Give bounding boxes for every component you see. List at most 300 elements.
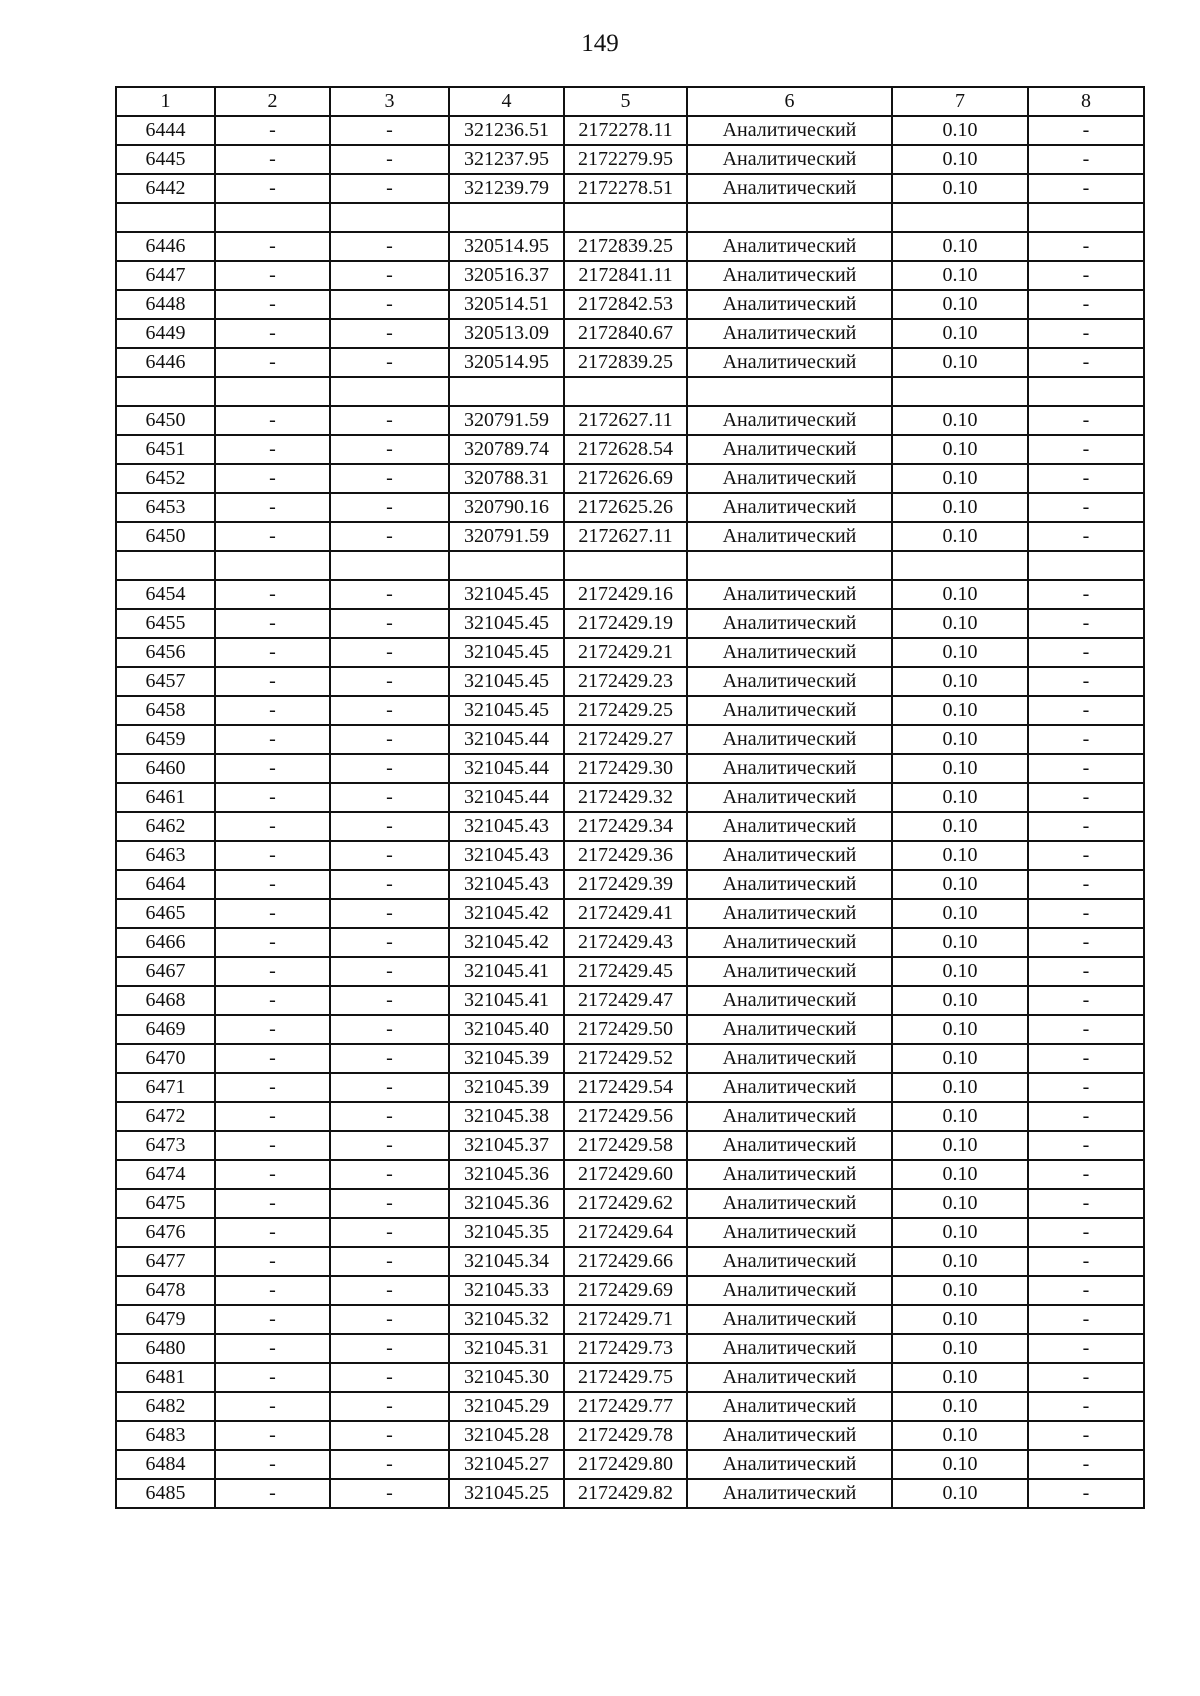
- table-cell: 6449: [116, 319, 215, 348]
- table-cell: -: [215, 261, 330, 290]
- table-cell: -: [330, 145, 449, 174]
- table-cell: -: [215, 1073, 330, 1102]
- table-cell: 0.10: [892, 783, 1028, 812]
- table-cell: 321045.42: [449, 928, 564, 957]
- table-cell: -: [1028, 1363, 1144, 1392]
- table-row: [116, 116, 1144, 145]
- table-cell: 2172429.77: [564, 1392, 687, 1421]
- table-row: [116, 1247, 1144, 1276]
- table-cell: 2172429.27: [564, 725, 687, 754]
- table-cell: 2172429.36: [564, 841, 687, 870]
- table-cell: -: [215, 1392, 330, 1421]
- table-cell: 321045.44: [449, 754, 564, 783]
- table-separator-row: [116, 203, 1144, 232]
- table-cell: 2172429.19: [564, 609, 687, 638]
- table-cell: Аналитический: [687, 1247, 892, 1276]
- table-cell: 0.10: [892, 232, 1028, 261]
- table-cell: -: [1028, 899, 1144, 928]
- table-cell: -: [215, 1131, 330, 1160]
- table-cell: 321045.33: [449, 1276, 564, 1305]
- table-cell: -: [1028, 609, 1144, 638]
- table-cell: 321045.45: [449, 580, 564, 609]
- table-cell: -: [215, 696, 330, 725]
- table-cell: -: [1028, 522, 1144, 551]
- table-cell: 6482: [116, 1392, 215, 1421]
- table-cell: 2172429.16: [564, 580, 687, 609]
- table-cell: -: [1028, 1450, 1144, 1479]
- table-cell: 6468: [116, 986, 215, 1015]
- table-cell: [116, 203, 215, 232]
- table-cell: [330, 203, 449, 232]
- table-cell: -: [1028, 812, 1144, 841]
- table-cell: -: [215, 1363, 330, 1392]
- table-cell: [116, 377, 215, 406]
- table-row: [116, 1363, 1144, 1392]
- table-cell: 2172429.69: [564, 1276, 687, 1305]
- table-cell: 321045.28: [449, 1421, 564, 1450]
- table-cell: 2172429.39: [564, 870, 687, 899]
- table-cell: -: [1028, 348, 1144, 377]
- table-cell: -: [1028, 667, 1144, 696]
- table-cell: -: [330, 812, 449, 841]
- table-cell: Аналитический: [687, 1421, 892, 1450]
- table-cell: [215, 203, 330, 232]
- table-cell: -: [330, 493, 449, 522]
- table-cell: 0.10: [892, 319, 1028, 348]
- table-cell: -: [330, 406, 449, 435]
- table-cell: 321045.41: [449, 986, 564, 1015]
- table-cell: 321045.39: [449, 1073, 564, 1102]
- table-cell: [449, 203, 564, 232]
- table-cell: -: [215, 232, 330, 261]
- table-cell: -: [330, 1450, 449, 1479]
- table-cell: -: [330, 1363, 449, 1392]
- table-cell: 6471: [116, 1073, 215, 1102]
- header-cell: 6: [687, 87, 892, 116]
- table-body: [116, 116, 1144, 1508]
- table-cell: -: [215, 116, 330, 145]
- table-cell: -: [215, 1102, 330, 1131]
- table-cell: 2172627.11: [564, 406, 687, 435]
- table-cell: Аналитический: [687, 406, 892, 435]
- table-cell: Аналитический: [687, 174, 892, 203]
- table-cell: -: [215, 1421, 330, 1450]
- table-cell: 321045.38: [449, 1102, 564, 1131]
- table-cell: 321045.29: [449, 1392, 564, 1421]
- table-cell: -: [330, 1189, 449, 1218]
- table-cell: 6447: [116, 261, 215, 290]
- table-cell: 0.10: [892, 348, 1028, 377]
- table-cell: -: [215, 957, 330, 986]
- table-cell: -: [330, 1479, 449, 1508]
- table-cell: 320514.95: [449, 348, 564, 377]
- table-cell: 2172429.25: [564, 696, 687, 725]
- table-cell: -: [1028, 1102, 1144, 1131]
- table-cell: 321045.42: [449, 899, 564, 928]
- table-cell: 6466: [116, 928, 215, 957]
- table-cell: 321239.79: [449, 174, 564, 203]
- table-cell: -: [1028, 1218, 1144, 1247]
- table-cell: 2172278.11: [564, 116, 687, 145]
- table-row: [116, 348, 1144, 377]
- table-cell: Аналитический: [687, 319, 892, 348]
- table-cell: -: [1028, 841, 1144, 870]
- table-cell: 2172429.54: [564, 1073, 687, 1102]
- table-cell: 321045.25: [449, 1479, 564, 1508]
- table-cell: -: [330, 1392, 449, 1421]
- header-cell: 7: [892, 87, 1028, 116]
- header-cell: 8: [1028, 87, 1144, 116]
- table-cell: -: [330, 580, 449, 609]
- table-cell: 2172429.73: [564, 1334, 687, 1363]
- table-cell: -: [330, 319, 449, 348]
- table-cell: Аналитический: [687, 638, 892, 667]
- table-cell: [449, 377, 564, 406]
- table-row: [116, 1305, 1144, 1334]
- table-cell: -: [1028, 1247, 1144, 1276]
- table-cell: Аналитический: [687, 928, 892, 957]
- table-cell: 2172429.52: [564, 1044, 687, 1073]
- table-cell: 6458: [116, 696, 215, 725]
- table-cell: 0.10: [892, 1276, 1028, 1305]
- table-cell: -: [1028, 290, 1144, 319]
- table-cell: -: [1028, 116, 1144, 145]
- table-cell: 2172429.66: [564, 1247, 687, 1276]
- table-cell: 6450: [116, 406, 215, 435]
- table-cell: 0.10: [892, 261, 1028, 290]
- table-cell: Аналитический: [687, 261, 892, 290]
- table-cell: Аналитический: [687, 609, 892, 638]
- table-cell: -: [1028, 725, 1144, 754]
- table-cell: 6469: [116, 1015, 215, 1044]
- table-cell: [564, 551, 687, 580]
- table-cell: -: [330, 1218, 449, 1247]
- table-cell: 6479: [116, 1305, 215, 1334]
- table-cell: [564, 203, 687, 232]
- header-cell: 2: [215, 87, 330, 116]
- table-cell: 2172842.53: [564, 290, 687, 319]
- table-cell: [892, 203, 1028, 232]
- table-cell: -: [330, 1305, 449, 1334]
- table-cell: -: [215, 870, 330, 899]
- table-cell: [330, 377, 449, 406]
- table-cell: [892, 377, 1028, 406]
- table-row: [116, 1160, 1144, 1189]
- table-cell: 0.10: [892, 1363, 1028, 1392]
- table-cell: Аналитический: [687, 783, 892, 812]
- table-cell: Аналитический: [687, 1276, 892, 1305]
- table-cell: -: [330, 1015, 449, 1044]
- table-cell: 0.10: [892, 1450, 1028, 1479]
- table-cell: Аналитический: [687, 580, 892, 609]
- table-cell: 6467: [116, 957, 215, 986]
- table-cell: -: [215, 493, 330, 522]
- table-cell: [116, 551, 215, 580]
- table-cell: -: [330, 1044, 449, 1073]
- table-cell: 6475: [116, 1189, 215, 1218]
- table-cell: 2172429.60: [564, 1160, 687, 1189]
- table-row: [116, 1479, 1144, 1508]
- table-cell: 0.10: [892, 174, 1028, 203]
- table-cell: 2172429.80: [564, 1450, 687, 1479]
- table-cell: [687, 203, 892, 232]
- table-cell: 2172429.43: [564, 928, 687, 957]
- table-cell: 6456: [116, 638, 215, 667]
- table-cell: 2172429.41: [564, 899, 687, 928]
- table-cell: -: [215, 348, 330, 377]
- table-cell: 6451: [116, 435, 215, 464]
- table-cell: 2172429.50: [564, 1015, 687, 1044]
- table-cell: 321045.31: [449, 1334, 564, 1363]
- table-cell: -: [330, 986, 449, 1015]
- table-cell: 321045.45: [449, 638, 564, 667]
- table-cell: -: [330, 464, 449, 493]
- table-cell: 321045.43: [449, 812, 564, 841]
- table-row: [116, 1392, 1144, 1421]
- table-cell: 6472: [116, 1102, 215, 1131]
- table-cell: -: [330, 696, 449, 725]
- table-cell: -: [1028, 435, 1144, 464]
- table-row: [116, 986, 1144, 1015]
- table-row: [116, 406, 1144, 435]
- table-cell: -: [215, 1247, 330, 1276]
- table-cell: -: [215, 754, 330, 783]
- header-cell: 5: [564, 87, 687, 116]
- table-cell: 6476: [116, 1218, 215, 1247]
- table-cell: [564, 377, 687, 406]
- table-cell: Аналитический: [687, 899, 892, 928]
- table-row: [116, 1102, 1144, 1131]
- table-row: [116, 580, 1144, 609]
- table-cell: -: [215, 783, 330, 812]
- table-cell: -: [215, 1160, 330, 1189]
- table-cell: 6442: [116, 174, 215, 203]
- table-cell: 6465: [116, 899, 215, 928]
- table-row: [116, 812, 1144, 841]
- table-cell: Аналитический: [687, 1450, 892, 1479]
- table-cell: Аналитический: [687, 1102, 892, 1131]
- table-cell: 0.10: [892, 1305, 1028, 1334]
- table-cell: [892, 551, 1028, 580]
- table-row: [116, 609, 1144, 638]
- table-cell: Аналитический: [687, 464, 892, 493]
- table-cell: 6450: [116, 522, 215, 551]
- table-row: [116, 290, 1144, 319]
- table-cell: -: [1028, 638, 1144, 667]
- table-cell: -: [330, 609, 449, 638]
- table-cell: 6463: [116, 841, 215, 870]
- table-cell: 321045.43: [449, 870, 564, 899]
- table-cell: 321045.34: [449, 1247, 564, 1276]
- table-cell: 2172429.62: [564, 1189, 687, 1218]
- table-cell: 0.10: [892, 667, 1028, 696]
- table-cell: 0.10: [892, 464, 1028, 493]
- table-cell: -: [215, 725, 330, 754]
- table-cell: -: [330, 232, 449, 261]
- table-row: [116, 261, 1144, 290]
- table-cell: -: [330, 870, 449, 899]
- table-cell: 321236.51: [449, 116, 564, 145]
- table-cell: 0.10: [892, 1421, 1028, 1450]
- table-cell: Аналитический: [687, 1479, 892, 1508]
- table-cell: -: [330, 1160, 449, 1189]
- table-cell: -: [215, 1305, 330, 1334]
- table-cell: -: [215, 609, 330, 638]
- table-cell: -: [330, 754, 449, 783]
- table-cell: -: [1028, 232, 1144, 261]
- table-cell: 321045.43: [449, 841, 564, 870]
- table-cell: 321045.39: [449, 1044, 564, 1073]
- table-separator-row: [116, 377, 1144, 406]
- table-cell: 6445: [116, 145, 215, 174]
- table-cell: -: [1028, 1479, 1144, 1508]
- table-cell: -: [215, 1218, 330, 1247]
- table-cell: Аналитический: [687, 232, 892, 261]
- table-cell: 0.10: [892, 290, 1028, 319]
- table-cell: 321045.32: [449, 1305, 564, 1334]
- table-cell: Аналитический: [687, 841, 892, 870]
- table-cell: -: [330, 928, 449, 957]
- table-row: [116, 1073, 1144, 1102]
- table-cell: 2172429.78: [564, 1421, 687, 1450]
- table-cell: 321045.44: [449, 725, 564, 754]
- table-cell: Аналитический: [687, 986, 892, 1015]
- table-cell: 2172278.51: [564, 174, 687, 203]
- table-cell: 0.10: [892, 1102, 1028, 1131]
- table-cell: 6446: [116, 348, 215, 377]
- table-row: [116, 493, 1144, 522]
- table-cell: -: [330, 1131, 449, 1160]
- table-row: [116, 928, 1144, 957]
- table-cell: -: [215, 435, 330, 464]
- table-cell: Аналитический: [687, 667, 892, 696]
- table-cell: Аналитический: [687, 1305, 892, 1334]
- table-row: [116, 870, 1144, 899]
- table-cell: 321045.36: [449, 1189, 564, 1218]
- table-cell: -: [330, 1334, 449, 1363]
- table-cell: Аналитический: [687, 522, 892, 551]
- table-cell: -: [1028, 957, 1144, 986]
- table-cell: [330, 551, 449, 580]
- table-cell: -: [1028, 145, 1144, 174]
- table-cell: 321237.95: [449, 145, 564, 174]
- table-cell: -: [330, 841, 449, 870]
- table-cell: -: [330, 1073, 449, 1102]
- table-cell: -: [330, 435, 449, 464]
- table-cell: -: [1028, 1392, 1144, 1421]
- table-cell: 2172839.25: [564, 348, 687, 377]
- table-cell: Аналитический: [687, 696, 892, 725]
- table-cell: 321045.40: [449, 1015, 564, 1044]
- table-cell: 320514.95: [449, 232, 564, 261]
- table-cell: 321045.45: [449, 696, 564, 725]
- table-cell: -: [215, 899, 330, 928]
- table-cell: -: [330, 1247, 449, 1276]
- table-cell: -: [1028, 261, 1144, 290]
- table-cell: 321045.37: [449, 1131, 564, 1160]
- table-cell: 0.10: [892, 145, 1028, 174]
- header-cell: 1: [116, 87, 215, 116]
- table-row: [116, 696, 1144, 725]
- table-cell: -: [330, 1102, 449, 1131]
- table-row: [116, 464, 1144, 493]
- table-cell: 0.10: [892, 899, 1028, 928]
- table-cell: -: [215, 638, 330, 667]
- table-cell: 0.10: [892, 696, 1028, 725]
- table-cell: -: [1028, 783, 1144, 812]
- table-cell: -: [1028, 580, 1144, 609]
- table-cell: -: [215, 1450, 330, 1479]
- table-cell: 2172840.67: [564, 319, 687, 348]
- table-cell: 320791.59: [449, 406, 564, 435]
- table-cell: 6452: [116, 464, 215, 493]
- table-cell: -: [215, 841, 330, 870]
- table-cell: 6448: [116, 290, 215, 319]
- header-cell: 3: [330, 87, 449, 116]
- table-cell: -: [1028, 1073, 1144, 1102]
- table-cell: 6480: [116, 1334, 215, 1363]
- table-cell: -: [1028, 696, 1144, 725]
- table-cell: 2172429.71: [564, 1305, 687, 1334]
- table-cell: -: [1028, 1276, 1144, 1305]
- table-cell: Аналитический: [687, 754, 892, 783]
- table-cell: Аналитический: [687, 290, 892, 319]
- table-cell: 0.10: [892, 812, 1028, 841]
- table-cell: 0.10: [892, 1189, 1028, 1218]
- table-cell: 2172625.26: [564, 493, 687, 522]
- table-cell: 321045.45: [449, 667, 564, 696]
- table-cell: -: [215, 319, 330, 348]
- table-cell: 0.10: [892, 1073, 1028, 1102]
- table-cell: 0.10: [892, 725, 1028, 754]
- table-cell: 2172429.21: [564, 638, 687, 667]
- table-cell: 0.10: [892, 1392, 1028, 1421]
- table-cell: -: [215, 1015, 330, 1044]
- table-cell: 6461: [116, 783, 215, 812]
- table-cell: 0.10: [892, 1247, 1028, 1276]
- table-cell: 321045.36: [449, 1160, 564, 1189]
- table-cell: -: [1028, 174, 1144, 203]
- table-cell: 6474: [116, 1160, 215, 1189]
- table-cell: [687, 551, 892, 580]
- header-cell: 4: [449, 87, 564, 116]
- table-cell: 6444: [116, 116, 215, 145]
- table-cell: 2172429.34: [564, 812, 687, 841]
- table-cell: 0.10: [892, 1479, 1028, 1508]
- table-cell: -: [1028, 1305, 1144, 1334]
- table-cell: Аналитический: [687, 812, 892, 841]
- table-cell: 2172429.47: [564, 986, 687, 1015]
- table-cell: 6457: [116, 667, 215, 696]
- table-cell: -: [215, 1189, 330, 1218]
- table-cell: Аналитический: [687, 493, 892, 522]
- table-row: [116, 145, 1144, 174]
- table-cell: 6446: [116, 232, 215, 261]
- table-cell: 0.10: [892, 522, 1028, 551]
- table-cell: 6484: [116, 1450, 215, 1479]
- table-cell: -: [215, 145, 330, 174]
- table-cell: 0.10: [892, 870, 1028, 899]
- table-row: [116, 232, 1144, 261]
- table-cell: -: [1028, 928, 1144, 957]
- table-cell: 0.10: [892, 1015, 1028, 1044]
- table-cell: -: [215, 986, 330, 1015]
- table-cell: 2172841.11: [564, 261, 687, 290]
- table-cell: -: [330, 348, 449, 377]
- table-cell: -: [330, 1421, 449, 1450]
- table-cell: 321045.35: [449, 1218, 564, 1247]
- table-cell: -: [215, 1479, 330, 1508]
